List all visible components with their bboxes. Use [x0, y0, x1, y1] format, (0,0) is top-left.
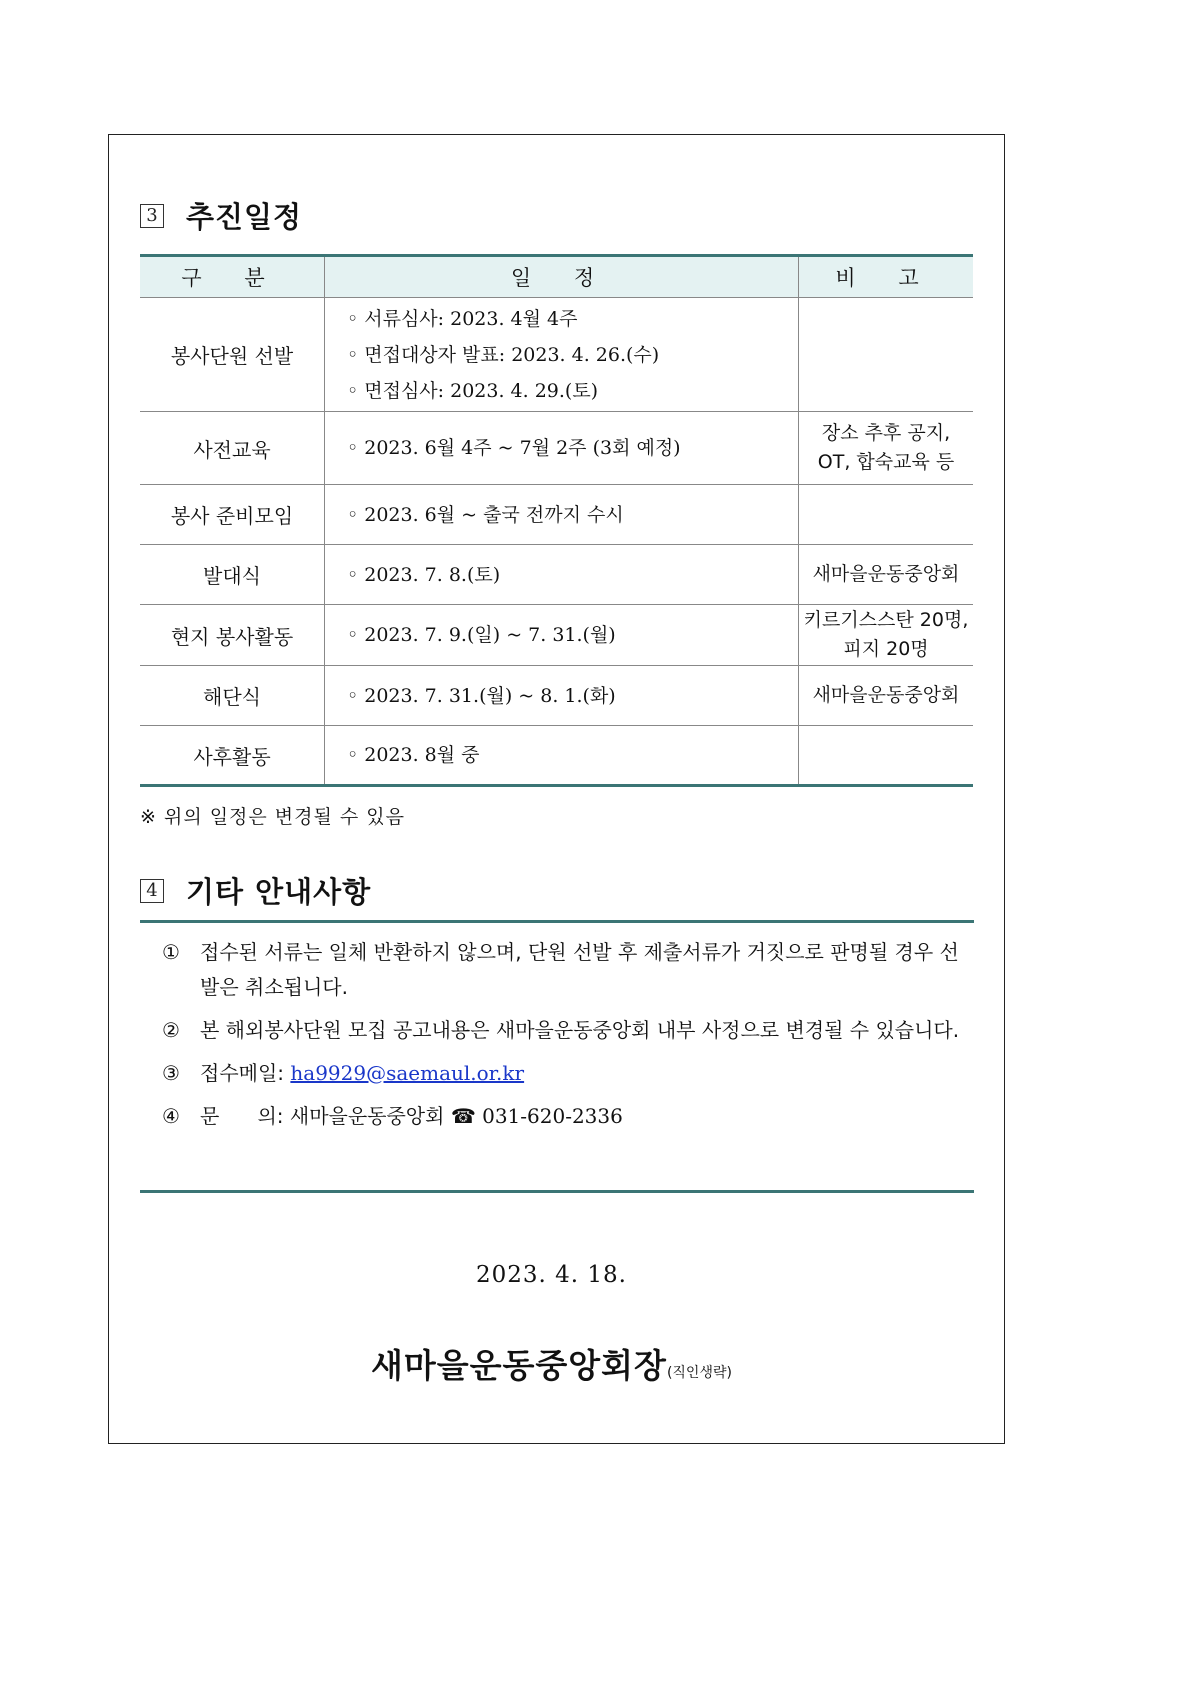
- note-line: 새마을운동중앙회: [812, 684, 960, 706]
- signer-name: 새마을운동중앙회장: [371, 1346, 667, 1385]
- note-line: OT, 합숙교육 등: [817, 451, 955, 473]
- schedule-line: ◦ 2023. 8월 중: [347, 744, 480, 766]
- table-row: [140, 485, 973, 545]
- phone-icon: ☎: [450, 1104, 476, 1128]
- row-category: 현지 봉사활동: [140, 605, 325, 666]
- contact-phone: 031-620-2336: [482, 1104, 623, 1128]
- schedule-line: ◦ 2023. 6월 ~ 출국 전까지 수시: [347, 503, 624, 526]
- row-note: [799, 605, 974, 666]
- contact-org: 새마을운동중앙회: [289, 1104, 445, 1128]
- info-top-rule: [140, 920, 974, 923]
- note-line: 새마을운동중앙회: [812, 563, 960, 585]
- schedule-line: ◦ 2023. 6월 4주 ~ 7월 2주 (3회 예정): [347, 437, 681, 459]
- item-number: ②: [162, 1018, 180, 1042]
- schedule-line: ◦ 2023. 7. 8.(토): [347, 563, 501, 586]
- row-schedule: [325, 605, 799, 666]
- item-label: 접수메일:: [200, 1061, 285, 1085]
- row-category: 발대식: [140, 545, 325, 605]
- row-note: [799, 298, 974, 412]
- table-row: [140, 412, 973, 485]
- row-schedule: [325, 545, 799, 605]
- row-category: 해단식: [140, 666, 325, 726]
- row-note: [799, 666, 974, 726]
- row-schedule: [325, 726, 799, 786]
- header-schedule: 일 정: [325, 256, 799, 298]
- note-line: 키르기스스탄 20명,: [803, 609, 969, 631]
- row-schedule: [325, 298, 799, 412]
- header-note: 비 고: [799, 256, 974, 298]
- schedule-footnote: ※ 위의 일정은 변경될 수 있음: [140, 806, 406, 828]
- row-category: 사전교육: [140, 412, 325, 485]
- list-item: [162, 1099, 962, 1134]
- item-label: 문 의:: [200, 1104, 284, 1128]
- table-row: [140, 298, 973, 412]
- email-link[interactable]: ha9929@saemaul.or.kr: [290, 1061, 525, 1085]
- note-line: 피지 20명: [843, 638, 929, 660]
- row-note: [799, 485, 974, 545]
- row-schedule: [325, 412, 799, 485]
- row-schedule: [325, 485, 799, 545]
- item-text: 본 해외봉사단원 모집 공고내용은 새마을운동중앙회 내부 사정으로 변경될 수 있습니다.: [200, 1018, 960, 1042]
- note-line: 장소 추후 공지,: [821, 422, 951, 444]
- row-category: 봉사 준비모임: [140, 485, 325, 545]
- schedule-line: ◦ 면접심사: 2023. 4. 29.(토): [347, 379, 599, 402]
- header-category: 구 분: [140, 256, 325, 298]
- row-category: 봉사단원 선발: [140, 298, 325, 412]
- section-4-heading: [140, 870, 371, 911]
- list-item: [162, 1056, 962, 1091]
- row-note: [799, 726, 974, 786]
- info-list: [162, 935, 962, 1134]
- schedule-line: ◦ 2023. 7. 31.(월) ~ 8. 1.(화): [347, 684, 616, 707]
- document-date: 2023. 4. 18.: [476, 1262, 627, 1288]
- row-category: 사후활동: [140, 726, 325, 786]
- info-bottom-rule: [140, 1190, 974, 1193]
- item-text: 접수된 서류는 일체 반환하지 않으며, 단원 선발 후 제출서류가 거짓으로 판명될 경우 선발은 취소됩니다.: [200, 940, 959, 999]
- row-note: [799, 545, 974, 605]
- item-number: ①: [162, 940, 180, 964]
- seal-omitted-note: (직인생략): [666, 1365, 732, 1381]
- item-number: ④: [162, 1104, 180, 1128]
- section-number: 4: [140, 879, 164, 903]
- row-note: [799, 412, 974, 485]
- section-title: 기타 안내사항: [186, 875, 372, 909]
- table-row: [140, 666, 973, 726]
- list-item: [162, 935, 962, 1005]
- list-item: [162, 1013, 962, 1048]
- section-number: 3: [140, 204, 164, 228]
- schedule-line: ◦ 서류심사: 2023. 4월 4주: [347, 307, 578, 330]
- section-3-heading: [140, 195, 302, 236]
- item-number: ③: [162, 1061, 180, 1085]
- table-header-row: [140, 256, 973, 298]
- signature-block: [0, 1340, 1103, 1387]
- table-row: [140, 726, 973, 786]
- section-title: 추진일정: [186, 200, 303, 234]
- row-schedule: [325, 666, 799, 726]
- schedule-line: ◦ 2023. 7. 9.(일) ~ 7. 31.(월): [347, 624, 616, 646]
- table-row: [140, 605, 973, 666]
- schedule-line: ◦ 면접대상자 발표: 2023. 4. 26.(수): [347, 343, 660, 366]
- table-row: [140, 545, 973, 605]
- schedule-table: [140, 254, 973, 787]
